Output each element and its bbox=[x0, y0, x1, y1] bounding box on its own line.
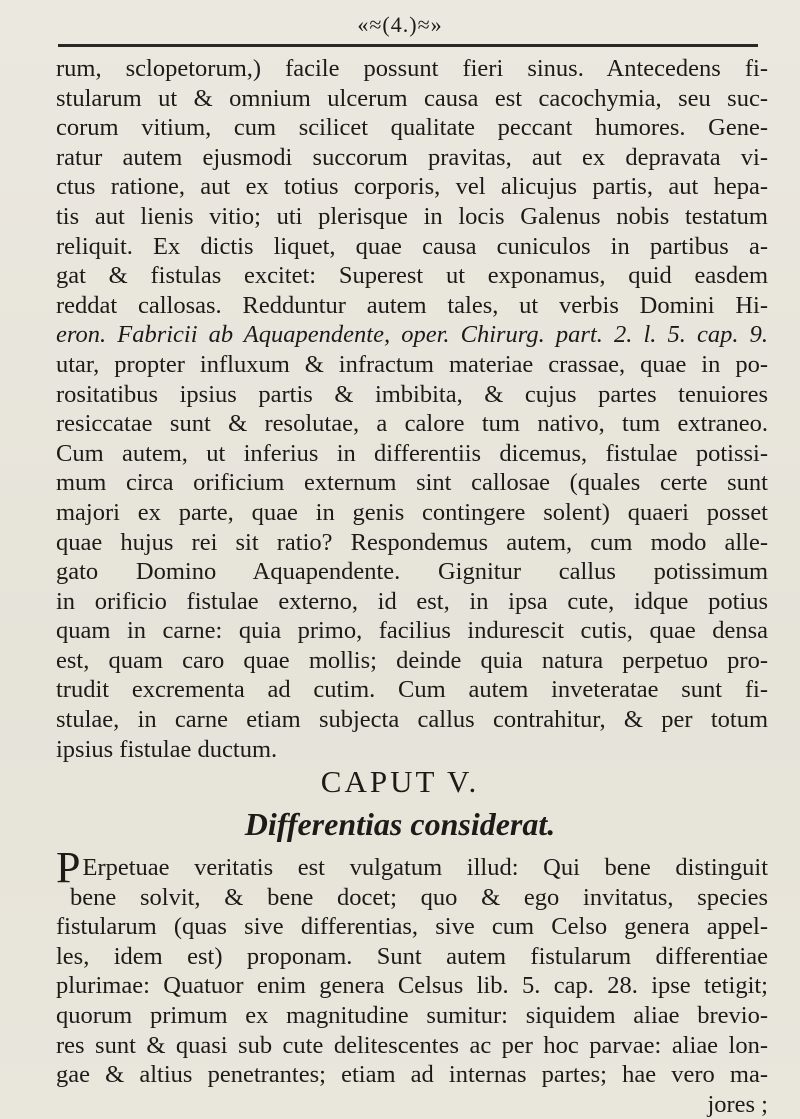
text-line: majori ex parte, quae in genis contingere solent) quaeri posset bbox=[56, 498, 768, 526]
text-line: quam in carne: quia primo, facilius indurescit cutis, quae densa bbox=[56, 617, 768, 645]
text-line: fistularum (quas sive differentias, sive cum Celso genera appel- bbox=[56, 913, 768, 941]
text-line: reddat callosas. Redduntur autem tales, ut verbis Domini Hi- bbox=[56, 291, 768, 319]
text-line: tis aut lienis vitio; uti plerisque in locis Galenus nobis testatum bbox=[56, 202, 768, 230]
text-line: rositatibus ipsius partis & imbibita, & cujus partes tenuiores bbox=[56, 380, 768, 408]
page-number-value: 4 bbox=[390, 12, 403, 37]
text-line: resiccatae sunt & resolutae, a calore tum nativo, tum extraneo. bbox=[56, 410, 768, 438]
text-line: rum, sclopetorum,) facile possunt fieri sinus. Antecedens fi- bbox=[56, 55, 768, 82]
text-line: stularum ut & omnium ulcerum causa est cacochymia, seu suc- bbox=[56, 84, 768, 112]
text-line: ctus ratione, aut ex totius corporis, vel alicujus partis, aut hepa- bbox=[56, 173, 768, 201]
text-line: mum circa orificium externum sint callosae (quales certe sunt bbox=[56, 469, 768, 497]
text-line: res sunt & quasi sub cute delitescentes ac per hoc parvae: aliae lon- bbox=[56, 1031, 768, 1059]
text-line: Cum autem, ut inferius in differentiis dicemus, fistulae potissi- bbox=[56, 439, 768, 467]
text-line: stulae, in carne etiam subjecta callus contrahitur, & per totum bbox=[56, 706, 768, 734]
chapter-title: CAPUT V. bbox=[320, 764, 480, 799]
text-line: ratur autem ejusmodi succorum pravitas, aut ex depravata vi- bbox=[56, 143, 768, 171]
text-line: Erpetuae veritatis est vulgatum illud: Qui bene distinguit bbox=[82, 854, 768, 881]
text-line: les, idem est) proponam. Sunt autem fistularum differentiae bbox=[56, 942, 768, 970]
paragraph-1 bbox=[56, 54, 768, 764]
text-line: corum vitium, cum scilicet qualitate peccant humores. Gene- bbox=[56, 114, 768, 142]
text-line-with-drop-cap bbox=[56, 853, 768, 883]
chapter-subtitle: Differentias considerat. bbox=[244, 806, 556, 842]
text-line: gae & altius penetrantes; etiam ad internas partes; hae vero ma- bbox=[56, 1061, 768, 1089]
text-line: gat & fistulas excitet: Superest ut exponamus, quid easdem bbox=[56, 262, 768, 290]
text-line: reliquit. Ex dictis liquet, quae causa cuniculos in partibus a- bbox=[56, 232, 768, 260]
text-line: ipsius fistulae ductum. bbox=[56, 735, 278, 763]
page-number-ornament-left: «≈( bbox=[357, 12, 391, 37]
text-line: utar, propter influxum & infractum materiae crassae, quae in po- bbox=[56, 350, 768, 378]
text-line: gato Domino Aquapendente. Gignitur callus potissimum bbox=[56, 558, 768, 586]
text-line: bene solvit, & bene docet; quo & ego invitatus, species bbox=[70, 883, 768, 911]
text-line: jores ; bbox=[707, 1090, 768, 1118]
page-number-ornament-right: .)≈» bbox=[402, 12, 443, 37]
text-line: eron. Fabricii ab Aquapendente, oper. Chirurg. part. 2. l. 5. cap. 9. bbox=[56, 321, 768, 349]
header-rule bbox=[58, 44, 758, 47]
text-line: est, quam caro quae mollis; deinde quia natura perpetuo pro- bbox=[56, 646, 768, 674]
drop-cap: P bbox=[56, 853, 81, 883]
text-line: plurimae: Quatuor enim genera Celsus lib. 5. cap. 28. ipse tetigit; bbox=[56, 972, 768, 1000]
paragraph-2 bbox=[56, 853, 768, 1119]
text-line: in orificio fistulae externo, id est, in ipsa cute, idque potius bbox=[56, 587, 768, 615]
text-line: trudit excrementa ad cutim. Cum autem inveteratae sunt fi- bbox=[56, 676, 768, 704]
page-number bbox=[0, 12, 800, 38]
text-line: quorum primum ex magnitudine sumitur: siquidem aliae brevio- bbox=[56, 1001, 768, 1029]
text-line: quae hujus rei sit ratio? Respondemus autem, cum modo alle- bbox=[56, 528, 768, 556]
